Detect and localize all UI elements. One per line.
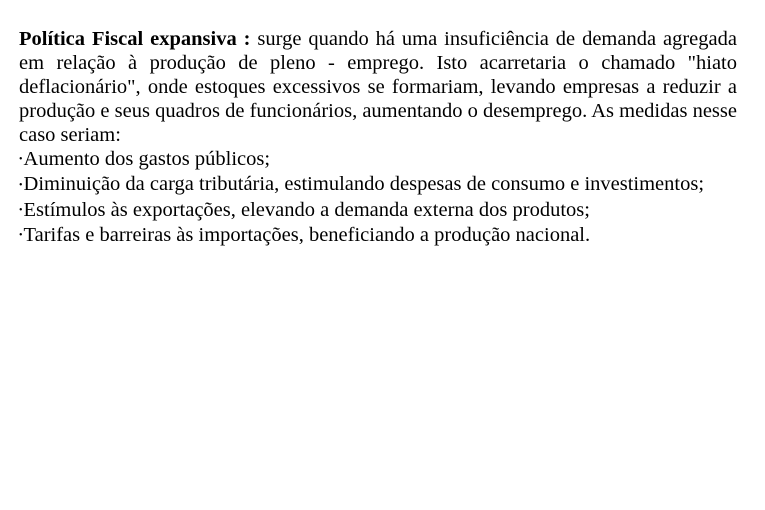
bullet-icon: • <box>19 179 23 191</box>
definition-term: Política Fiscal expansiva : <box>19 28 251 50</box>
definition-paragraph <box>19 27 737 147</box>
document-body <box>19 27 737 248</box>
list-item-text: Tarifas e barreiras às importações, beneficiando a produção nacional. <box>23 223 591 246</box>
list-item-text: Aumento dos gastos públicos; <box>23 148 271 170</box>
list-item <box>19 147 737 172</box>
bullet-icon: • <box>19 154 23 166</box>
list-item-text: Diminuição da carga tributária, estimulando despesas de consumo e investimentos; <box>23 173 705 196</box>
list-item <box>19 172 737 197</box>
bullet-icon: • <box>19 230 23 242</box>
bullet-icon: • <box>19 204 23 216</box>
list-item <box>19 223 737 248</box>
list-item <box>19 198 737 223</box>
measures-list <box>19 147 737 248</box>
list-item-text: Estímulos às exportações, elevando a demanda externa dos produtos; <box>23 198 590 221</box>
definition-text: surge quando há uma insuficiência de demanda agregada em relação à produção de pleno - emprego. Isto acarretaria o chamado "hiato deflacionário", onde estoques excessivos se formariam, levando empresas a reduzir a produção e seus quadros de funcionários, aumentando o desemprego. As medidas nesse caso seriam: <box>19 28 737 146</box>
